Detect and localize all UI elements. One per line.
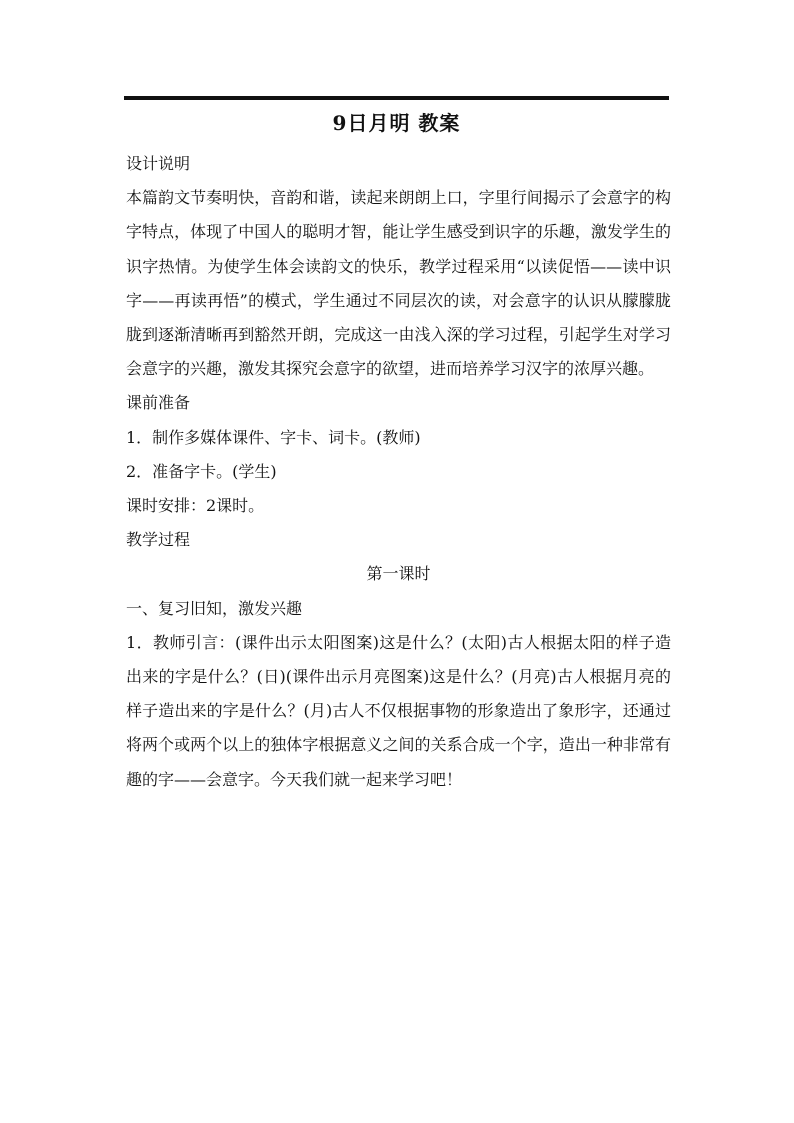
prep-heading: 课前准备 bbox=[126, 393, 191, 413]
lesson-heading: 第一课时 bbox=[366, 564, 431, 584]
header-rule bbox=[124, 96, 669, 100]
part-one-heading: 一、复习旧知，激发兴趣 bbox=[126, 598, 303, 618]
part-one-paragraph: 1．教师引言：(课件出示太阳图案)这是什么？(太阳)古人根据太阳的样子造出来的字是什么？(日)(课件出示月亮图案)这是什么？(月亮)古人根据月亮的样子造出来的字是什么？(月)古人不仅根据事物的形象造出了象形字，还通过将两个或两个以上的独体字根据意义之间的关系合成一个字，造出一种非常有趣的字——会意字。今天我们就一起来学习吧！ bbox=[126, 632, 671, 789]
process-heading: 教学过程 bbox=[126, 530, 191, 550]
document-body bbox=[126, 147, 671, 797]
prep-item-1: 1．制作多媒体课件、字卡、词卡。(教师) bbox=[126, 427, 421, 447]
document-title: 9日月明 教案 bbox=[332, 111, 461, 135]
schedule-line: 课时安排：2课时。 bbox=[126, 496, 265, 516]
design-heading: 设计说明 bbox=[126, 154, 191, 173]
prep-item-2: 2．准备字卡。(学生) bbox=[126, 461, 277, 481]
design-paragraph: 本篇韵文节奏明快，音韵和谐，读起来朗朗上口，字里行间揭示了会意字的构字特点，体现了中国人的聪明才智，能让学生感受到识字的乐趣，激发学生的识字热情。为使学生体会读韵文的快乐，教学过程采用“以读促悟——读中识字——再读再悟”的模式，学生通过不同层次的读，对会意字的认识从朦朦胧胧到逐渐清晰再到豁然开朗，完成这一由浅入深的学习过程，引起学生对学习会意字的兴趣，激发其探究会意字的欲望，进而培养学习汉字的浓厚兴趣。 bbox=[126, 188, 671, 379]
